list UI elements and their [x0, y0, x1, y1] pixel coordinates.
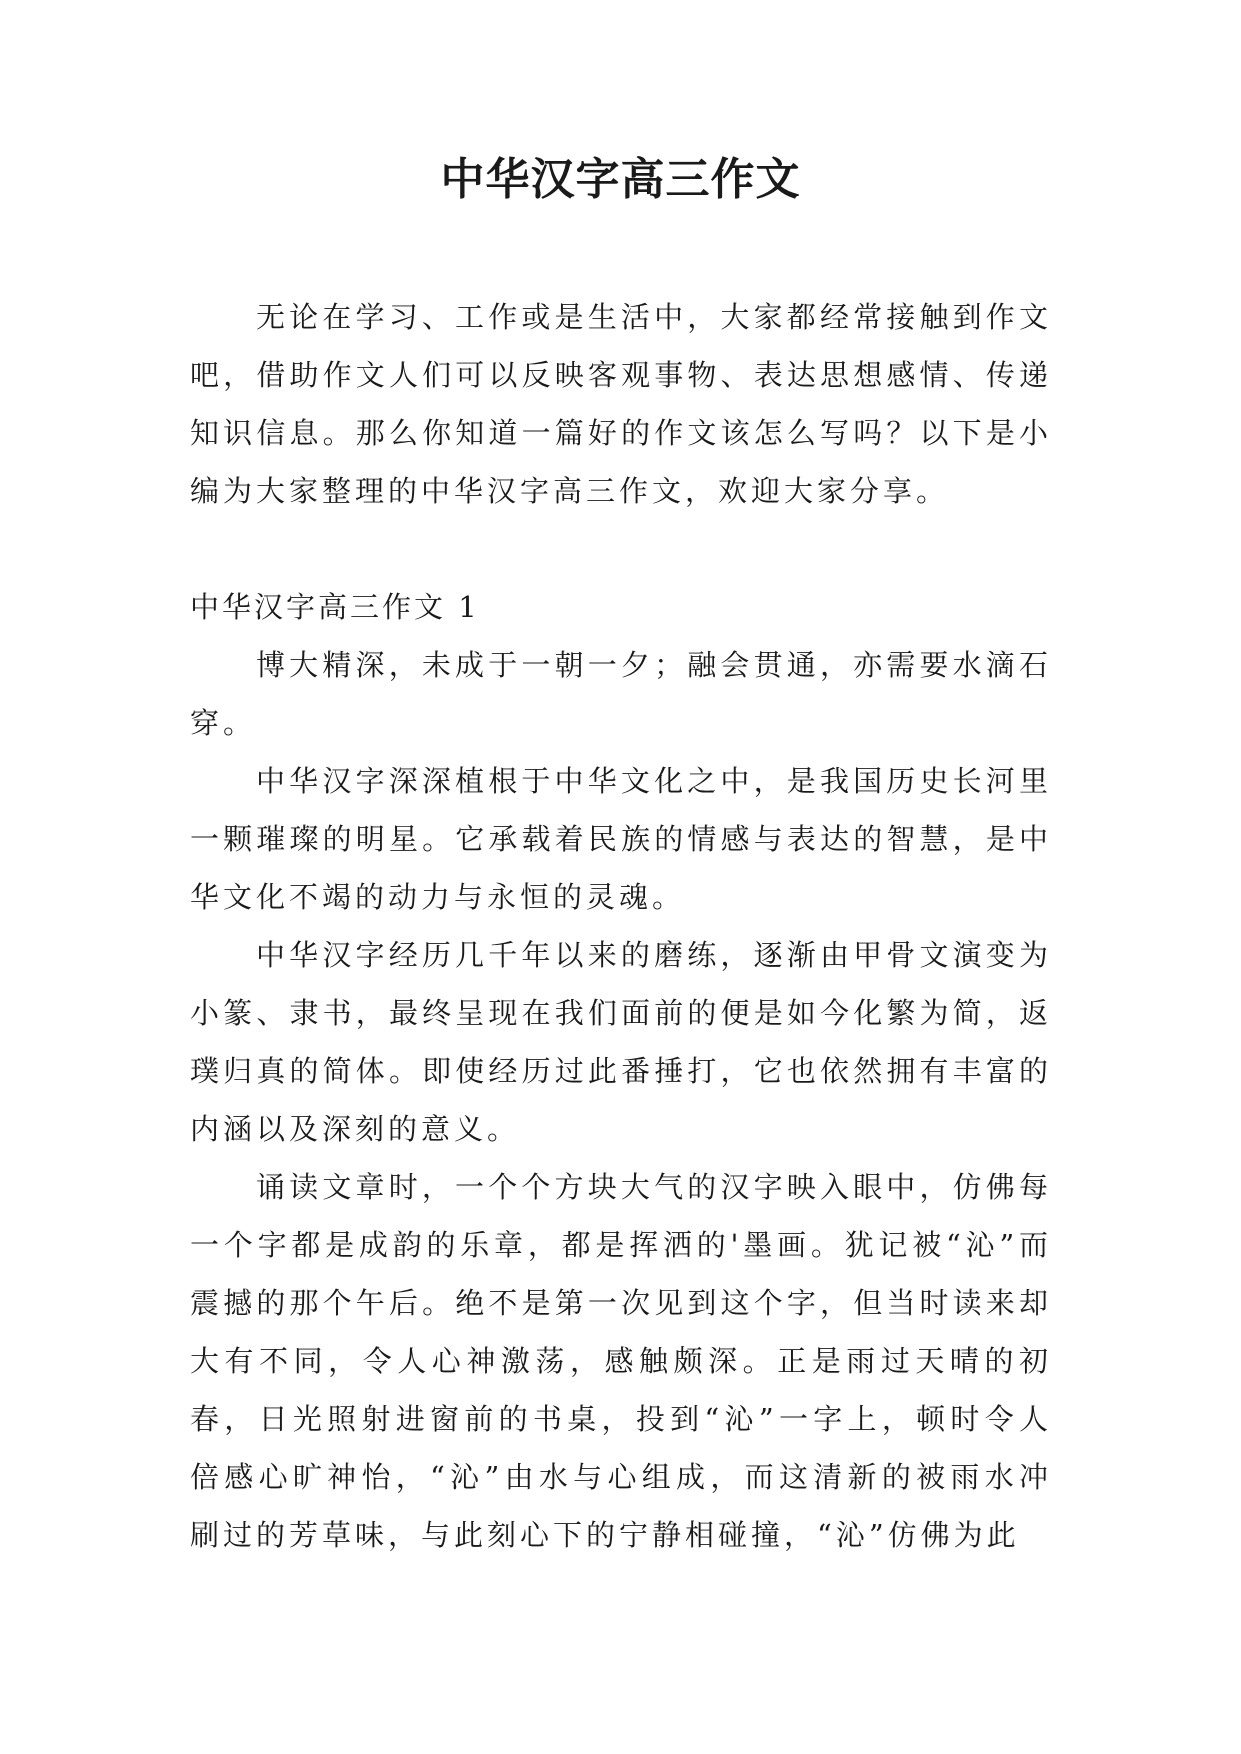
- body-paragraph: 中华汉字经历几千年以来的磨练，逐渐由甲骨文演变为小篆、隶书，最终呈现在我们面前的便是如今化繁为简，返璞归真的简体。即使经历过此番捶打，它也依然拥有丰富的内涵以及深刻的意义。: [190, 938, 1052, 1146]
- intro-paragraph: 无论在学习、工作或是生活中，大家都经常接触到作文吧，借助作文人们可以反映客观事物、表达思想感情、传递知识信息。那么你知道一篇好的作文该怎么写吗？以下是小编为大家整理的中华汉字高三作文，欢迎大家分享。: [190, 300, 1052, 508]
- document-body: [190, 288, 1052, 1564]
- body-paragraph: 中华汉字深深植根于中华文化之中，是我国历史长河里一颗璀璨的明星。它承载着民族的情感与表达的智慧，是中华文化不竭的动力与永恒的灵魂。: [190, 764, 1052, 914]
- body-paragraph: 博大精深，未成于一朝一夕；融会贯通，亦需要水滴石穿。: [190, 648, 1052, 740]
- section-heading: 中华汉字高三作文 1: [190, 590, 480, 624]
- document-title: 中华汉字高三作文: [440, 154, 801, 205]
- body-paragraph: 诵读文章时，一个个方块大气的汉字映入眼中，仿佛每一个字都是成韵的乐章，都是挥洒的'墨画。犹记被“沁”而震撼的那个午后。绝不是第一次见到这个字，但当时读来却大有不同，令人心神激荡，感触颇深。正是雨过天晴的初春，日光照射进窗前的书桌，投到“沁”一字上，顿时令人倍感心旷神怡，“沁”由水与心组成，而这清新的被雨水冲刷过的芳草味，与此刻心下的宁静相碰撞，“沁”仿佛为此: [190, 1170, 1052, 1552]
